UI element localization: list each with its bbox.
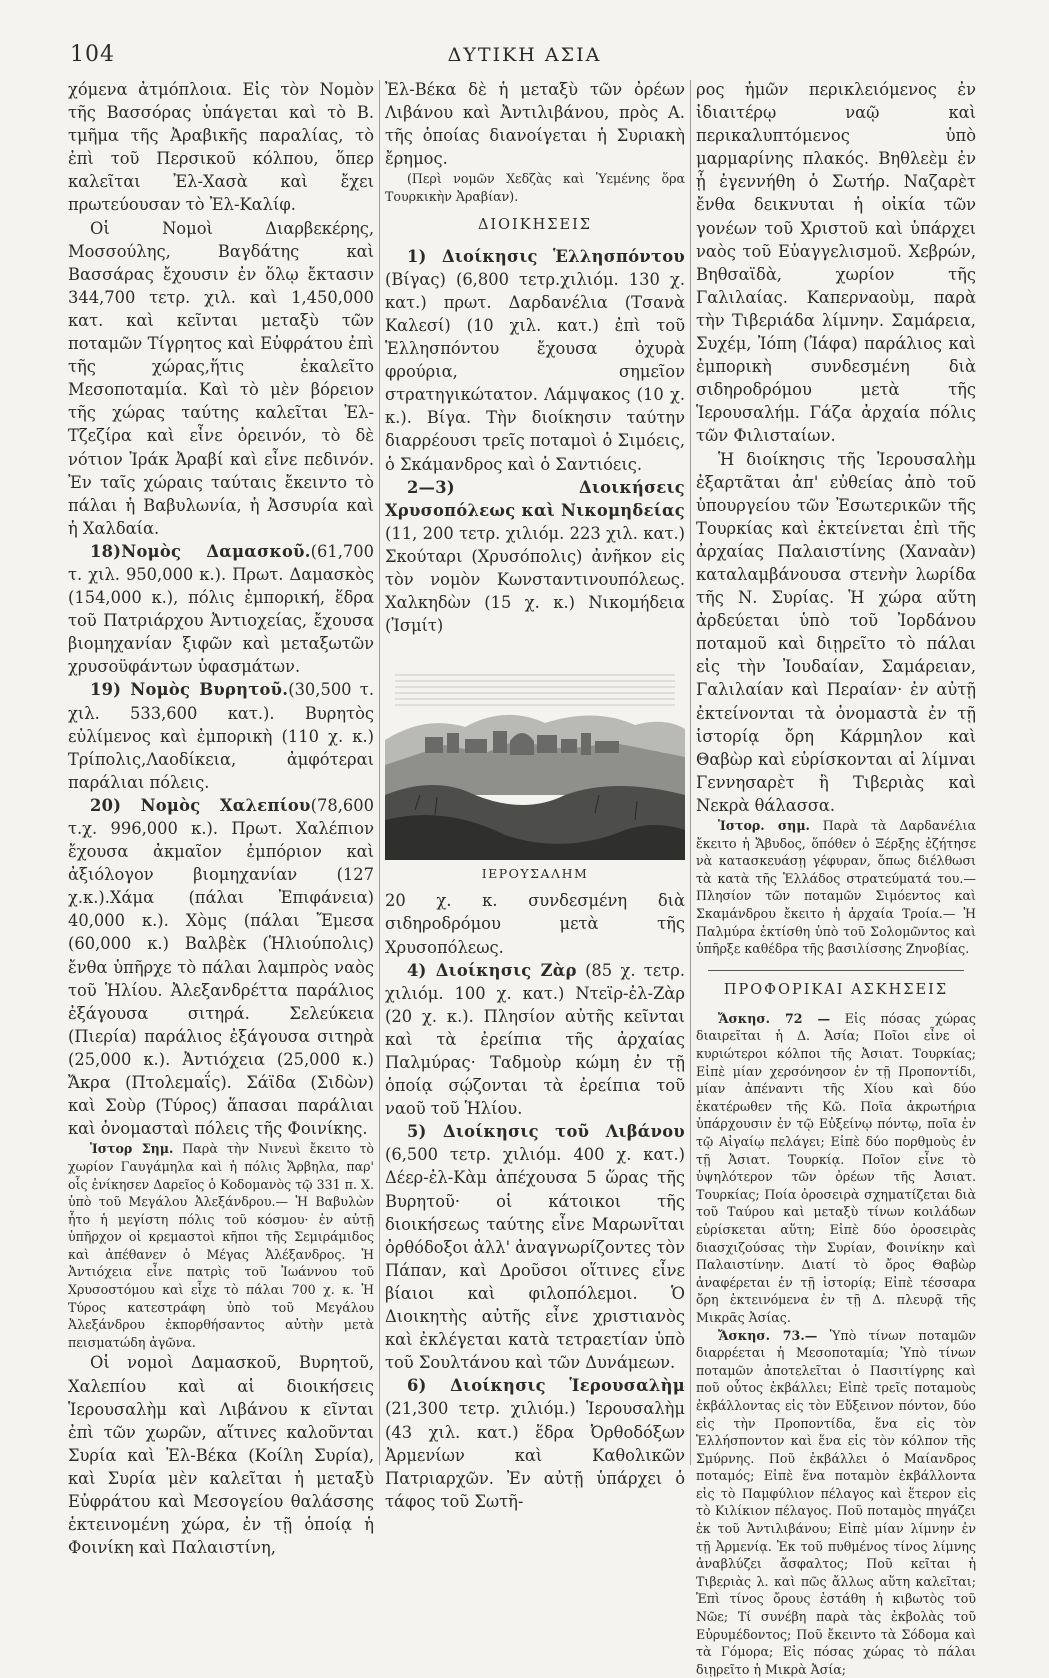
entry-chrysopolis: [385, 476, 685, 638]
paragraph: Ἡ διοίκησις τῆς Ἱερουσαλὴμ ἐξαρτᾶται ἀπ' εὐθείας ἀπὸ τοῦ ὑπουργείου τῶν Ἐσωτερικῶν τῆς Τουρκίας καὶ ἐκτείνεται ἐπὶ τῆς ἀρχαίας Παλαιστίνης (Χαναὰν) καταλαμβάνουσα στενὴν λωρίδα τῆς Ν. Συρίας. Ἡ χώρα αὕτη ἀρδεύεται ὑπὸ τοῦ Ἰορδάνου ποταμοῦ καὶ διῃρεῖτο τὸ πάλαι εἰς τὴν Ἰουδαίαν, Σαμάρειαν, Γαλιλαίαν καὶ Περαίαν· ἐν αὐτῇ ἐκτείνονται τὰ ὀνομαστὰ ἐν τῇ ἱστορίᾳ ὄρη Κάρμηλον καὶ Θαβὼρ καὶ εὑρίσκονται αἱ λίμναι Γεννησαρὲτ ἢ Τιβεριὰς καὶ Νεκρὰ θάλασσα.: [696, 449, 976, 815]
exercise-heading: Ἄσκησ. 72 —: [718, 1010, 831, 1026]
entry-jerusalem: [385, 1374, 685, 1513]
paragraph: Ἐλ-Βέκα δὲ ἡ μεταξὺ τῶν ὀρέων Λιβάνου καὶ Ἀντιλιβάνου, πρὸς Α. τῆς ὁποίας διανοίγεται ἡ Συριακὴ ἔρημος.: [385, 80, 685, 169]
entry-heading: 19) Νομὸς Βυρητοῦ.: [90, 680, 289, 700]
entry-hellespont: [385, 245, 685, 476]
middle-column: [385, 78, 685, 1513]
cross-reference: (Περὶ νομῶν Χεδζὰς καὶ Ὑεμένης ὅρα Τουρκικὴν Ἀραβίαν).: [385, 171, 685, 204]
entry-heading: 4) Διοίκησις Ζὰρ: [407, 960, 577, 980]
section-title: ΔΙΟΙΚΗΣΕΙΣ: [477, 216, 593, 233]
historical-note: [696, 817, 976, 958]
entry-aleppo: [68, 794, 374, 1140]
engraving-illustration: [385, 645, 685, 860]
entry-zor: [385, 959, 685, 1121]
entry-text: (85 χ. τετρ. χιλιόμ. 100 χ. κατ.) Ντεϊρ-ἐλ-Ζὰρ (20 χ. κ.). Πλησίον αὐτῆς κεῖνται καὶ τὰ ἐρείπια τῆς ἀρχαίας Παλμύρας· Ταδμοὺρ κώμη ἐν τῇ ὁποίᾳ σῴζονται τὰ ἐρείπια τοῦ ναοῦ τοῦ Ἡλίου.: [385, 960, 685, 1119]
section-rule: [708, 970, 964, 971]
exercise-heading: Ἄσκησ. 73.—: [718, 1327, 818, 1343]
page-number: 104: [70, 42, 115, 67]
entry-text: (30,500 τ. χιλ. 533,600 κατ.). Βυρητὸς εὐλίμενος καὶ ἐμπορικὴ (110 χ. κ.) Τρίπολις,Λαοδίκεια, ἀμφότεραι παράλιαι πόλεις.: [68, 680, 374, 792]
jerusalem-engraving: [385, 645, 685, 860]
entry-heading: 1) Διοίκησις Ἑλλησπόντου: [407, 246, 685, 266]
entry-lebanon: [385, 1120, 685, 1374]
note-text: Παρὰ τὴν Νινευὶ ἔκειτο τὸ χωρίον Γαυγάμηλα καὶ ἡ πόλις Ἄρβηλα, παρ' οἷς ἐνίκησεν Δαρεῖος ὁ Κοδομανὸς τῷ 331 π. Χ. ὑπὸ τοῦ Μεγάλου Ἀλεξάνδρου.— Ἡ Βαβυλὼν ἦτο ἡ μεγίστη πόλις τοῦ κόσμου· ἐν αὐτῇ ὑπῆρχον οἱ κρεμαστοὶ κῆποι τῆς Σεμιράμιδος καὶ ἀπέθανεν ὁ Μέγας Ἀλέξανδρος. Ἡ Ἀντιόχεια εἶνε πατρὶς τοῦ Ἰωάννου τοῦ Χρυσοστόμου καὶ εἶχε τὸ πάλαι 700 χ. κ. Ἡ Τύρος κατεστράφη ὑπὸ τοῦ Μεγάλου Ἀλεξάνδρου ἐκπορθήσαντος αὐτὴν μετὰ πεισματώδη ἀγῶνα.: [68, 1141, 375, 1350]
entry-text: (Βίγας) (6,800 τετρ.χιλιόμ. 130 χ. κατ.) πρωτ. Δαρδανέλια (Τσανὰ Καλεσί) (10 χιλ. κατ.) ἐπὶ τοῦ Ἑλλησπόντου ἔχουσα ὀχυρὰ φρούρια, σημεῖον στρατηγικώτατον. Λάμψακος (10 χ. κ.). Βίγα. Τὴν διοίκησιν ταύτην διαρρέουσι τρεῖς ποταμοὶ ὁ Σιμόεις, ὁ Σκάμανδρος καὶ ὁ Σαντιόεις.: [385, 269, 685, 474]
entry-text: (11, 200 τετρ. χιλιόμ. 223 χιλ. κατ.) Σκούταρι (Χρυσόπολις) ἀνῆκον εἰς τὸν νομὸν Κωνσταντινουπόλεως. Χαλκηδὼν (15 χ. κ.) Νικομήδεια (Ἰσμίτ): [385, 523, 685, 636]
exercise-73: [696, 1327, 976, 1678]
paragraph: Οἱ νομοὶ Δαμασκοῦ, Βυρητοῦ, Χαλεπίου καὶ αἱ διοικήσεις Ἱερουσαλὴμ καὶ Λιβάνου κ εῖνται ἐπὶ τῶν χωρῶν, αἵτινες καλοῦνται Συρία καὶ Ἐλ-Βέκα (Κοίλη Συρία), καὶ Συρία μὲν καλεῖται ἡ μεταξὺ Εὐφράτου καὶ Μεσογείου θαλάσσης ἐκτεινομένη χώρα, ἐν τῇ ὁποίᾳ ἡ Φοινίκη καὶ Παλαιστίνη,: [68, 1353, 374, 1558]
paragraph: χόμενα ἀτμόπλοια. Εἰς τὸν Νομὸν τῆς Βασσόρας ὑπάγεται καὶ τὸ Β. τμῆμα τῆς Ἀραβικῆς παραλίας, τὸ ἐπὶ τοῦ Περσικοῦ κόλπου, ὅπερ καλεῖται Ἐλ-Χασὰ καὶ ἔχει πρωτεύουσαν τὸ Ἐλ-Καλίφ.: [68, 80, 374, 215]
entry-heading: 18)Νομὸς Δαμασκοῦ.: [90, 541, 311, 561]
entry-text: (78,600 τ.χ. 996,000 κ.). Πρωτ. Χαλέπιον ἔχουσα ἀκμαῖον ἐμπόριον καὶ ἀξιόλογον βιομηχανίαν (127 χ.κ.).Χάμα (πάλαι Ἐπιφάνεια) 40,000 κ.). Χὸμς (πάλαι Ἔμεσα (60,000 κ.) Βαλβὲκ (Ἡλιούπολις) ἔνθα ὑπῆρχε τὸ πάλαι λαμπρὸς ναὸς τοῦ Ἡλίου. Ἀλεξανδρέττα παράλιος ἐξάγουσα σιτηρά. Σελεύκεια (Πιερία) παράλιος ἐξάγουσα σιτηρὰ (25,000 κ.). Ἀντιόχεια (25,000 κ.) Ἄκρα (Πτολεμαΐς). Σάϊδα (Σιδὼν) καὶ Σοὺρ (Τύρος) ἅπασαι παράλιαι καὶ ὀνομασταὶ πόλεις τῆς Φοινίκης.: [68, 795, 374, 1139]
column-divider: [690, 80, 691, 1465]
historical-note: [68, 1140, 374, 1351]
paragraph: Οἱ Νομοὶ Διαρβεκέρης, Μοσσούλης, Βαγδάτης καὶ Βασσάρας ἔχουσιν ἐν ὅλῳ ἔκτασιν 344,700 τετρ. χιλ. καὶ 1,450,000 κατ. καὶ κεῖνται μεταξὺ τῶν ποταμῶν Τίγρητος καὶ Εὐφράτου ἐπὶ τῆς χώρας,ἥτις ἐκαλεῖτο Μεσοποταμία. Καὶ τὸ μὲν βόρειον τῆς χώρας ταύτης καλεῖται Ἐλ-Τζεζίρα καὶ εἶνε ὀρεινόν, τὸ δὲ νότιον Ἰράκ Ἀραβί καὶ εἶνε πεδινόν. Ἐν ταῖς χώραις ταύταις ἔκειντο τὸ πάλαι ἡ Βαβυλωνία, ἡ Ἀσσυρία καὶ ἡ Χαλδαία.: [68, 218, 374, 538]
entry-heading: 2—3) Διοικήσεις Χρυσοπόλεως καὶ Νικομηδείας: [385, 477, 685, 520]
note-heading: Ἱστορ. σημ.: [718, 818, 810, 833]
entry-beirut: [68, 678, 374, 793]
figure-caption: ΙΕΡΟΥΣΑΛΗΜ: [481, 866, 589, 882]
entry-damascus: [68, 540, 374, 679]
note-heading: Ἱστορ Σημ.: [90, 1141, 174, 1157]
entry-heading: 6) Διοίκησις Ἱερουσαλὴμ: [407, 1376, 685, 1396]
column-divider: [379, 80, 380, 1465]
paragraph: ρος ἡμῶν περικλειόμενος ἐν ἰδιαιτέρῳ ναῷ καὶ περικαλυπτόμενος ὑπὸ μαρμαρίνης πλακός. Βηθλεὲμ ἐν ᾗ ἐγεννήθη ὁ Σωτήρ. Ναζαρὲτ ἔνθα δεικνυται ἡ οἰκία τῶν γονέων τοῦ Χριστοῦ καὶ ὑπάρχει ναὸς τοῦ Εὐαγγελισμοῦ. Χεβρών, Βηθσαϊδὰ, χωρίον τῆς Γαλιλαίας. Καπερναοὺμ, παρὰ τὴν Τιβεριάδα λίμνην. Σαμάρεια, Συχέμ, Ἰόπη (Ἰάφα) παράλιος καὶ ἐμπορικὴ συνδεσμένη διὰ σιδηροδρόμου μετὰ τῆς Ἱερουσαλήμ. Γάζα ἀρχαία πόλις τῶν Φιλισταίων.: [696, 80, 976, 446]
entry-text: (21,300 τετρ. χιλιόμ.) Ἱερουσαλὴμ (43 χιλ. κατ.) ἕδρα Ὀρθοδόξων Ἀρμενίων καὶ Καθολικῶν Πατριαρχῶν. Ἐν αὐτῇ ὑπάρχει ὁ τάφος τοῦ Σωτῆ-: [385, 1399, 685, 1511]
entry-text: (6,500 τετρ. χιλιόμ. 400 χ. κατ.) Δέερ-ἐλ-Κὰμ ἀπέχουσα 5 ὥρας τῆς Βυρητοῦ· οἱ κάτοικοι τῆς διοικήσεως ταύτης εἶνε Μαρωνῖται ὀρθόδοξοι ἀλλ' ἀναγνωρίζοντες τὸν Πάπαν, καὶ Δροῦσοι οἵτινες εἶνε βίαιοι καὶ φιλοπόλεμοι. Ὁ Διοικητὴς αὐτῆς εἶνε χριστιανὸς καὶ ἐκλέγεται κατὰ τετραετίαν ὑπὸ τοῦ Σουλτάνου καὶ τῶν Δυνάμεων.: [385, 1145, 685, 1373]
exercise-72: [696, 1010, 976, 1327]
running-title: ΔΥΤΙΚΗ ΑΣΙΑ: [447, 44, 602, 66]
right-column: [696, 78, 976, 1678]
exercise-text: Ὑπὸ τίνων ποταμῶν διαρρέεται ἡ Μεσοποταμία; Ὑπὸ τίνων ποταμῶν ἀποτελεῖται ὁ Πασιτίγρης καὶ ποῦ οὗτος ἐκβάλλει; Εἰπὲ τρεῖς ποταμοὺς ἐκβάλλοντας εἰς τὸν Εὔξεινον πόντον, δύο εἰς τὴν Προποντίδα, ἕνα εἰς τὸν Ἑλλήσποντον καὶ ἕνα εἰς τὸν κόλπον τῆς Σμύρνης. Ποῦ ἐκβάλλει ὁ Μαίανδρος ποταμός; Εἰπὲ ἕνα ποταμὸν ἐκβάλλοντα εἰς τὸ Παμφύλιον πέλαγος καὶ ἕτερον εἰς τὸ Κιλίκιον πέλαγος. Ποῦ ποταμὸς πηγάζει ἐκ τοῦ Ἀντιλιβάνου; Εἰπὲ μίαν λίμνην ἐν τῇ Ἀρμενίᾳ. Ἐκ τοῦ πυθμένος τίνος λίμνης ἀναβλύζει ἄσφαλτος; Ποῦ κεῖται ἡ Τιβεριὰς λ. καὶ πῶς ἄλλως αὕτη καλεῖται; Ἐπὶ τίνος ὄρους ἐστάθη ἡ κιβωτὸς τοῦ Νῶε; Τί συνέβη παρὰ τὰς ἐκβολὰς τοῦ Εὐρυμέδοντος; Ποῦ ἔκειντο τὰ Σόδομα καὶ τὰ Γόμορα; Εἰς πόσας χώρας τὸ πάλαι διῃρεῖτο ἡ Μικρὰ Ἀσία;: [696, 1327, 976, 1677]
entry-heading: 5) Διοίκησις τοῦ Λιβάνου: [407, 1122, 685, 1142]
exercise-text: Εἰς πόσας χώρας διαιρεῖται ἡ Δ. Ἀσία; Ποῖοι εἶνε οἱ κυριώτεροι κόλποι τῆς Ἀσιατ. Τουρκίας; Εἰπὲ μίαν χερσόνησον ἐν τῇ Προποντίδι, μίαν ἀπέναντι τῆς Χίου καὶ δύο ἑκατέρωθεν τῆς Κῶ. Ποῖα ἀκρωτήρια ὑπάρχουσιν ἐν τῷ Εὐξείνῳ πόντῳ, ποῖα ἐν τῷ Αἰγαίῳ πελάγει; Εἰπὲ δύο πορθμοὺς ἐν τῇ Ἀσιατ. Τουρκίᾳ. Ποῖον εἶνε τὸ ὑψηλότερον τῶν ὀρέων τῆς Ἀσιατ. Τουρκίας; Ποία ὀροσειρὰ σχηματίζεται διὰ τοῦ Ταύρου καὶ μεταξὺ τίνων κοιλάδων εὑρίσκεται αὕτη; Εἰπὲ δύο ὀροσειρὰς διασχιζούσας τὴν Συρίαν, Φοινίκην καὶ Παλαιστίνην. Διατί τὸ ὄρος Θαβὼρ ἀναφέρεται ἐν τῇ ἱστορίᾳ; Εἰπὲ τέσσαρα ὄρη ἐκτεινόμενα ἐν τῇ Δ. πλευρᾷ τῆς Μικρᾶς Ἀσίας.: [696, 1010, 976, 1325]
entry-text: (61,700 τ. χιλ. 950,000 κ.). Πρωτ. Δαμασκὸς (154,000 κ.), πόλις ἐμπορική, ἕδρα τοῦ Πατριάρχου Ἀντιοχείας, ἔχουσα βιομηχανίαν ξιφῶν καὶ μεταξωτῶν χρυσοϋφάντων ὑφασμάτων.: [68, 541, 374, 677]
left-column: [68, 78, 374, 1559]
note-text: Παρὰ τὰ Δαρδανέλια ἔκειτο ἡ Ἄβυδος, ὅπόθεν ὁ Ξέρξης ἐζήτησε νὰ κατασκευάσῃ γέφυραν, ὅπως διέλθωσι τὰ κατὰ τῆς Ἑλλάδος στρατεύματά του.— Πλησίον τῶν ποταμῶν Σιμόεντος καὶ Σκαμάνδρου ἔκειτο ἡ ἀρχαία Τροία.— Ἡ Παλμύρα ἐκτίσθη ὑπὸ τοῦ Σολομῶντος καὶ ὑπῆρξε καθέδρα τῆς βασιλίσσης Ζηνοβίας.: [696, 818, 976, 957]
entry-heading: 20) Νομὸς Χαλεπίου: [90, 795, 311, 815]
section-title: ΠΡΟΦΟΡΙΚΑΙ ΑΣΚΗΣΕΙΣ: [723, 981, 949, 998]
paragraph: 20 χ. κ. συνδεσμένη διὰ σιδηροδρόμου μετὰ τῆς Χρυσοπόλεως.: [385, 891, 685, 957]
